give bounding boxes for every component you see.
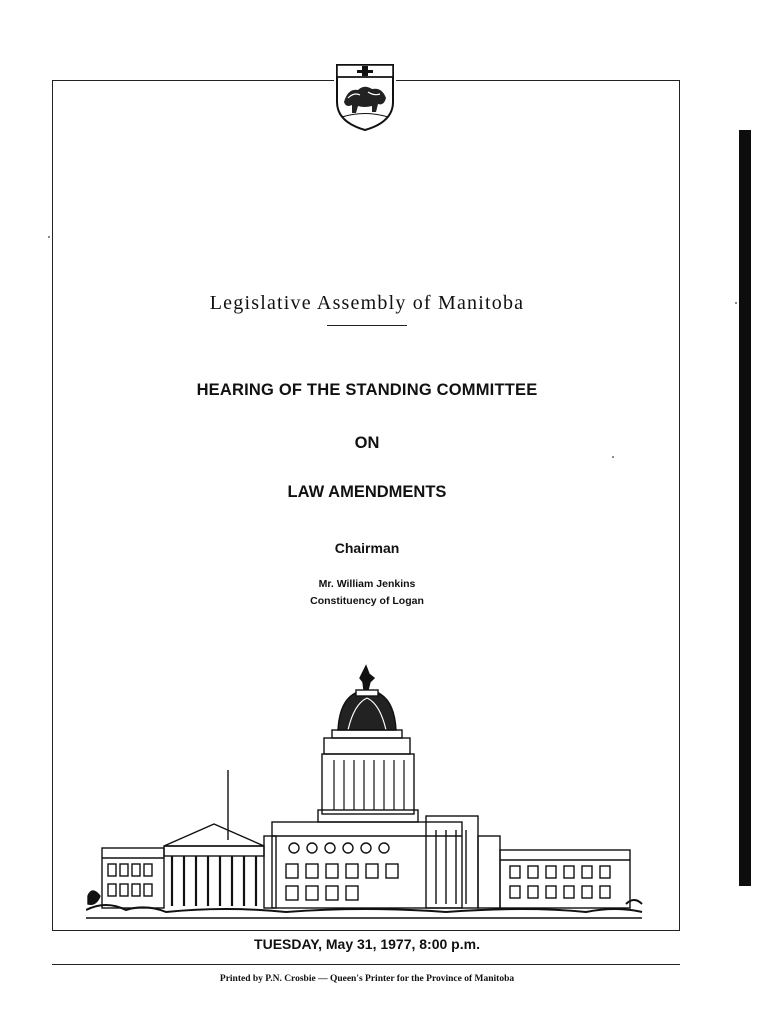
legislative-building-illustration <box>86 660 646 922</box>
chairman-constituency: Constituency of Logan <box>310 595 424 607</box>
title-underline <box>327 325 407 326</box>
scan-speck <box>48 236 50 238</box>
manitoba-coat-of-arms-icon <box>334 62 396 132</box>
top-rule-right <box>396 80 680 81</box>
bottom-rule <box>52 964 680 965</box>
heading-standing-committee: HEARING OF THE STANDING COMMITTEE <box>196 381 538 399</box>
scan-edge-bar <box>739 130 751 886</box>
heading-law-amendments: LAW AMENDMENTS <box>287 483 447 501</box>
scan-speck <box>735 302 737 304</box>
assembly-title: Legislative Assembly of Manitoba <box>209 292 525 314</box>
chairman-name: Mr. William Jenkins <box>318 578 416 590</box>
top-rule-left <box>52 80 334 81</box>
chairman-label: Chairman <box>334 540 400 556</box>
heading-on: ON <box>354 434 380 452</box>
scan-speck <box>612 456 614 458</box>
printer-credit: Printed by P.N. Crosbie — Queen's Printer for the Province of Manitoba <box>219 974 515 984</box>
hearing-date-time: TUESDAY, May 31, 1977, 8:00 p.m. <box>254 936 480 952</box>
